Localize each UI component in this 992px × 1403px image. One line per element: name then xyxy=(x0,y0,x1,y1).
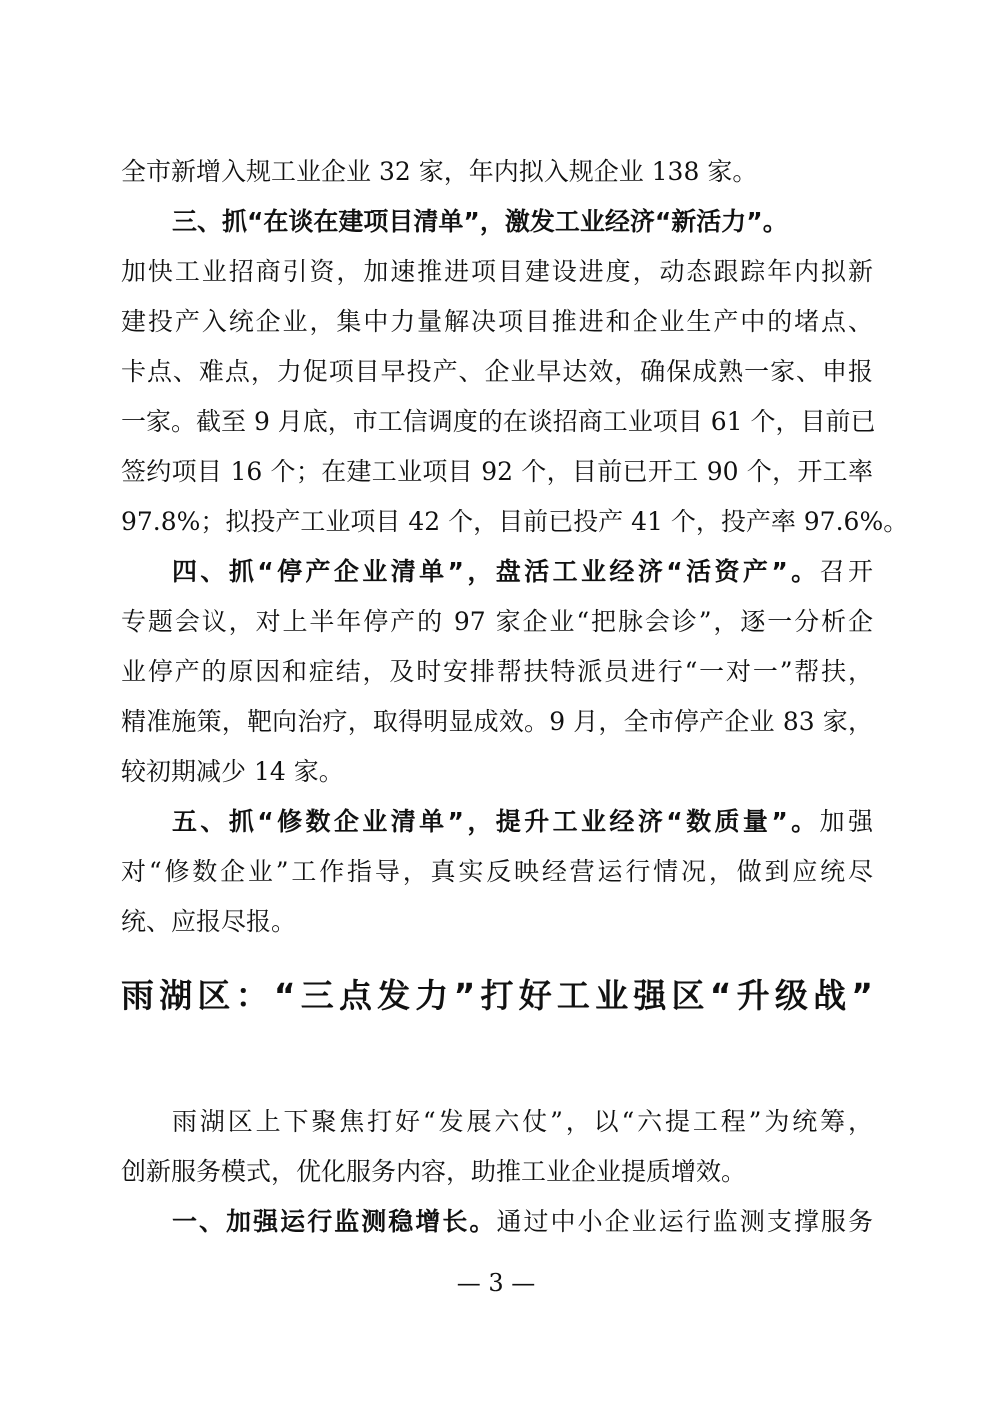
page-number: — 3 — xyxy=(456,1269,536,1297)
heading-tail-text: 召开 xyxy=(819,557,873,586)
heading-tail-text: 通过中小企业运行监测支撑服务 xyxy=(496,1207,873,1236)
text-line: 专题会议，对上半年停产的 97 家企业“把脉会诊”，逐一分析企 xyxy=(121,607,873,636)
text-line: 加快工业招商引资，加速推进项目建设进度，动态跟踪年内拟新 xyxy=(121,257,873,286)
text-line: 创新服务模式，优化服务内容，助推工业企业提质增效。 xyxy=(121,1157,747,1186)
paragraph-heading xyxy=(172,556,873,588)
paragraph-heading xyxy=(172,1206,873,1238)
text-line: 一家。截至 9 月底，市工信调度的在谈招商工业项目 61 个，目前已 xyxy=(121,407,876,436)
heading-text: 一、加强运行监测稳增长。 xyxy=(172,1207,497,1236)
text-line: 97.8%；拟投产工业项目 42 个，目前已投产 41 个，投产率 97.6%。 xyxy=(121,507,909,536)
heading-tail-text: 加强 xyxy=(819,807,873,836)
text-line: 精准施策，靶向治疗，取得明显成效。9 月，全市停产企业 83 家， xyxy=(121,707,873,736)
heading-text: 四、抓“停产企业清单”，盘活工业经济“活资产”。 xyxy=(172,557,820,586)
text-line: 业停产的原因和症结，及时安排帮扶特派员进行“一对一”帮扶， xyxy=(121,657,873,686)
text-line: 对“修数企业”工作指导，真实反映经营运行情况，做到应统尽 xyxy=(121,857,873,886)
text-line: 全市新增入规工业企业 32 家，年内拟入规企业 138 家。 xyxy=(121,157,758,186)
text-line: 卡点、难点，力促项目早投产、企业早达效，确保成熟一家、申报 xyxy=(121,357,873,386)
heading-text: 五、抓“修数企业清单”，提升工业经济“数质量”。 xyxy=(172,807,820,836)
paragraph-heading xyxy=(172,806,873,838)
paragraph-heading xyxy=(172,206,873,238)
text-line: 较初期减少 14 家。 xyxy=(121,757,344,786)
heading-text: 三、抓“在谈在建项目清单”，激发工业经济“新活力”。 xyxy=(172,207,788,236)
text-line: 雨湖区上下聚焦打好“发展六仗”，以“六提工程”为统筹， xyxy=(172,1107,873,1136)
text-line: 签约项目 16 个；在建工业项目 92 个，目前已开工 90 个，开工率 xyxy=(121,457,873,486)
section-title: 雨湖区：“三点发力”打好工业强区“升级战” xyxy=(121,976,873,1015)
text-line: 建投产入统企业，集中力量解决项目推进和企业生产中的堵点、 xyxy=(121,307,873,336)
text-line: 统、应报尽报。 xyxy=(121,907,297,936)
